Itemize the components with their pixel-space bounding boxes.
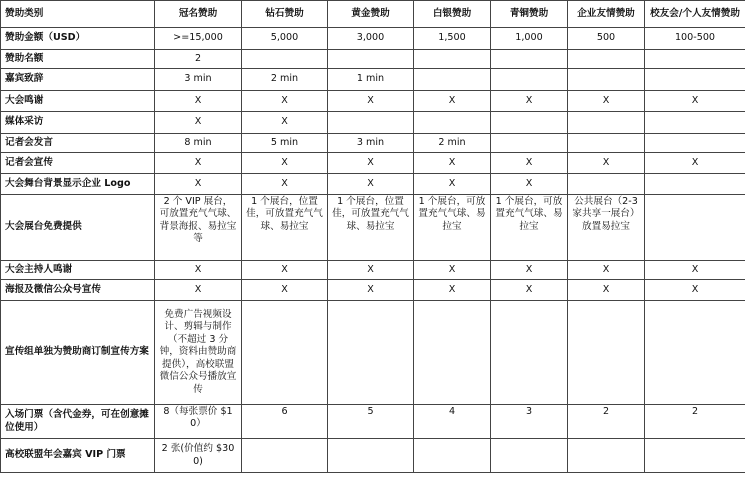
row-label: 宣传组单独为赞助商订制宣传方案: [1, 301, 155, 405]
table-cell: [645, 134, 745, 153]
table-cell: X: [645, 91, 745, 112]
table-cell: [568, 134, 645, 153]
table-cell: 2: [645, 405, 745, 439]
table-cell: X: [155, 91, 242, 112]
table-cell: 2: [568, 405, 645, 439]
row-label: 赞助金额（USD）: [1, 28, 155, 50]
table-cell: [242, 50, 328, 69]
table-cell: 3: [491, 405, 568, 439]
table-cell: 1 个展台，位置佳，可放置充气气球、易拉宝: [328, 195, 414, 261]
header-corporate-friend: 企业友情赞助: [568, 1, 645, 28]
header-gold: 黄金赞助: [328, 1, 414, 28]
table-cell: [491, 69, 568, 91]
table-cell: >=15,000: [155, 28, 242, 50]
table-row: [1, 153, 745, 174]
table-cell: X: [155, 153, 242, 174]
table-row: [1, 69, 745, 91]
table-cell: X: [414, 261, 491, 280]
table-cell: X: [568, 280, 645, 301]
table-cell: X: [242, 153, 328, 174]
row-label: 海报及微信公众号宣传: [1, 280, 155, 301]
table-row: [1, 439, 745, 473]
table-cell: [491, 134, 568, 153]
table-cell: 8 min: [155, 134, 242, 153]
header-row: [1, 1, 745, 28]
table-cell: [328, 50, 414, 69]
table-row: [1, 405, 745, 439]
table-cell: X: [242, 174, 328, 195]
table-cell: [645, 439, 745, 473]
table-row: [1, 195, 745, 261]
table-cell: 5 min: [242, 134, 328, 153]
header-bronze: 青铜赞助: [491, 1, 568, 28]
table-cell: 1 个展台，可放置充气气球、易拉宝: [414, 195, 491, 261]
table-cell: [328, 301, 414, 405]
table-cell: X: [491, 153, 568, 174]
table-cell: X: [242, 112, 328, 134]
table-cell: [568, 174, 645, 195]
table-cell: [568, 69, 645, 91]
table-cell: X: [155, 261, 242, 280]
row-label: 记者会宣传: [1, 153, 155, 174]
table-cell: X: [242, 280, 328, 301]
table-cell: X: [491, 280, 568, 301]
table-cell: [568, 50, 645, 69]
table-cell: [242, 439, 328, 473]
table-cell: [568, 112, 645, 134]
header-alumni-individual: 校友会/个人友情赞助: [645, 1, 745, 28]
table-cell: 8（每张票价 $10）: [155, 405, 242, 439]
table-cell: [645, 112, 745, 134]
table-cell: 6: [242, 405, 328, 439]
table-cell: X: [328, 261, 414, 280]
row-label: 赞助名额: [1, 50, 155, 69]
table-cell: [645, 174, 745, 195]
table-cell: 5,000: [242, 28, 328, 50]
table-cell: X: [328, 153, 414, 174]
table-cell: X: [568, 261, 645, 280]
table-cell: X: [568, 153, 645, 174]
table-cell: 1,000: [491, 28, 568, 50]
row-label: 大会舞台背景显示企业 Logo: [1, 174, 155, 195]
row-label: 大会主持人鸣谢: [1, 261, 155, 280]
table-cell: [568, 301, 645, 405]
table-cell: 2 min: [414, 134, 491, 153]
table-cell: X: [491, 261, 568, 280]
table-cell: X: [328, 174, 414, 195]
table-cell: X: [414, 91, 491, 112]
table-cell: X: [568, 91, 645, 112]
table-cell: [645, 69, 745, 91]
table-cell: [491, 301, 568, 405]
table-cell: 2 min: [242, 69, 328, 91]
table-cell: 1,500: [414, 28, 491, 50]
row-label: 记者会发言: [1, 134, 155, 153]
table-cell: 100-500: [645, 28, 745, 50]
table-cell: [328, 112, 414, 134]
table-cell: 500: [568, 28, 645, 50]
table-cell: X: [328, 280, 414, 301]
table-cell: [328, 439, 414, 473]
row-label: 媒体采访: [1, 112, 155, 134]
table-cell: [414, 301, 491, 405]
table-cell: X: [645, 280, 745, 301]
table-cell: [414, 439, 491, 473]
table-cell: [414, 50, 491, 69]
table-cell: [414, 69, 491, 91]
table-cell: 4: [414, 405, 491, 439]
row-label: 大会展台免费提供: [1, 195, 155, 261]
table-cell: 2 个 VIP 展台，可放置充气气球、背景海报、易拉宝等: [155, 195, 242, 261]
table-cell: X: [155, 280, 242, 301]
table-cell: X: [242, 261, 328, 280]
header-silver: 白银赞助: [414, 1, 491, 28]
header-diamond: 钻石赞助: [242, 1, 328, 28]
table-cell: X: [242, 91, 328, 112]
table-cell: [491, 439, 568, 473]
row-label: 高校联盟年会嘉宾 VIP 门票: [1, 439, 155, 473]
table-cell: 1 个展台，可放置充气气球、易拉宝: [491, 195, 568, 261]
table-row: [1, 50, 745, 69]
table-cell: 5: [328, 405, 414, 439]
table-cell: [645, 301, 745, 405]
table-row: [1, 280, 745, 301]
row-label: 入场门票（含代金券，可在创意摊位使用）: [1, 405, 155, 439]
table-cell: X: [155, 174, 242, 195]
table-cell: X: [491, 91, 568, 112]
table-row: [1, 112, 745, 134]
table-row: [1, 174, 745, 195]
table-cell: [414, 112, 491, 134]
table-cell: X: [645, 261, 745, 280]
table-cell: 2 张(价值约 $300): [155, 439, 242, 473]
table-cell: 1 个展台，位置佳，可放置充气气球、易拉宝: [242, 195, 328, 261]
table-cell: X: [414, 174, 491, 195]
table-cell: [568, 439, 645, 473]
table-row: [1, 28, 745, 50]
table-cell: X: [645, 153, 745, 174]
table-row: [1, 261, 745, 280]
header-title-sponsor: 冠名赞助: [155, 1, 242, 28]
table-cell: 2: [155, 50, 242, 69]
table-row: [1, 134, 745, 153]
table-cell: 3,000: [328, 28, 414, 50]
table-cell: [491, 112, 568, 134]
table-cell: 公共展台（2-3 家共享一展台）放置易拉宝: [568, 195, 645, 261]
table-cell: X: [491, 174, 568, 195]
row-label: 嘉宾致辞: [1, 69, 155, 91]
table-cell: 免费广告视频设计、剪辑与制作（不超过 3 分钟，资料由赞助商提供），高校联盟微信公众号播放宣传: [155, 301, 242, 405]
table-row: [1, 301, 745, 405]
table-cell: 1 min: [328, 69, 414, 91]
table-cell: 3 min: [328, 134, 414, 153]
table-cell: [242, 301, 328, 405]
header-category: 赞助类别: [1, 1, 155, 28]
table-cell: X: [155, 112, 242, 134]
table-cell: X: [414, 280, 491, 301]
table-cell: [491, 50, 568, 69]
table-cell: X: [414, 153, 491, 174]
table-row: [1, 91, 745, 112]
table-cell: 3 min: [155, 69, 242, 91]
table-cell: [645, 50, 745, 69]
table-cell: X: [328, 91, 414, 112]
row-label: 大会鸣谢: [1, 91, 155, 112]
table-cell: [645, 195, 745, 261]
